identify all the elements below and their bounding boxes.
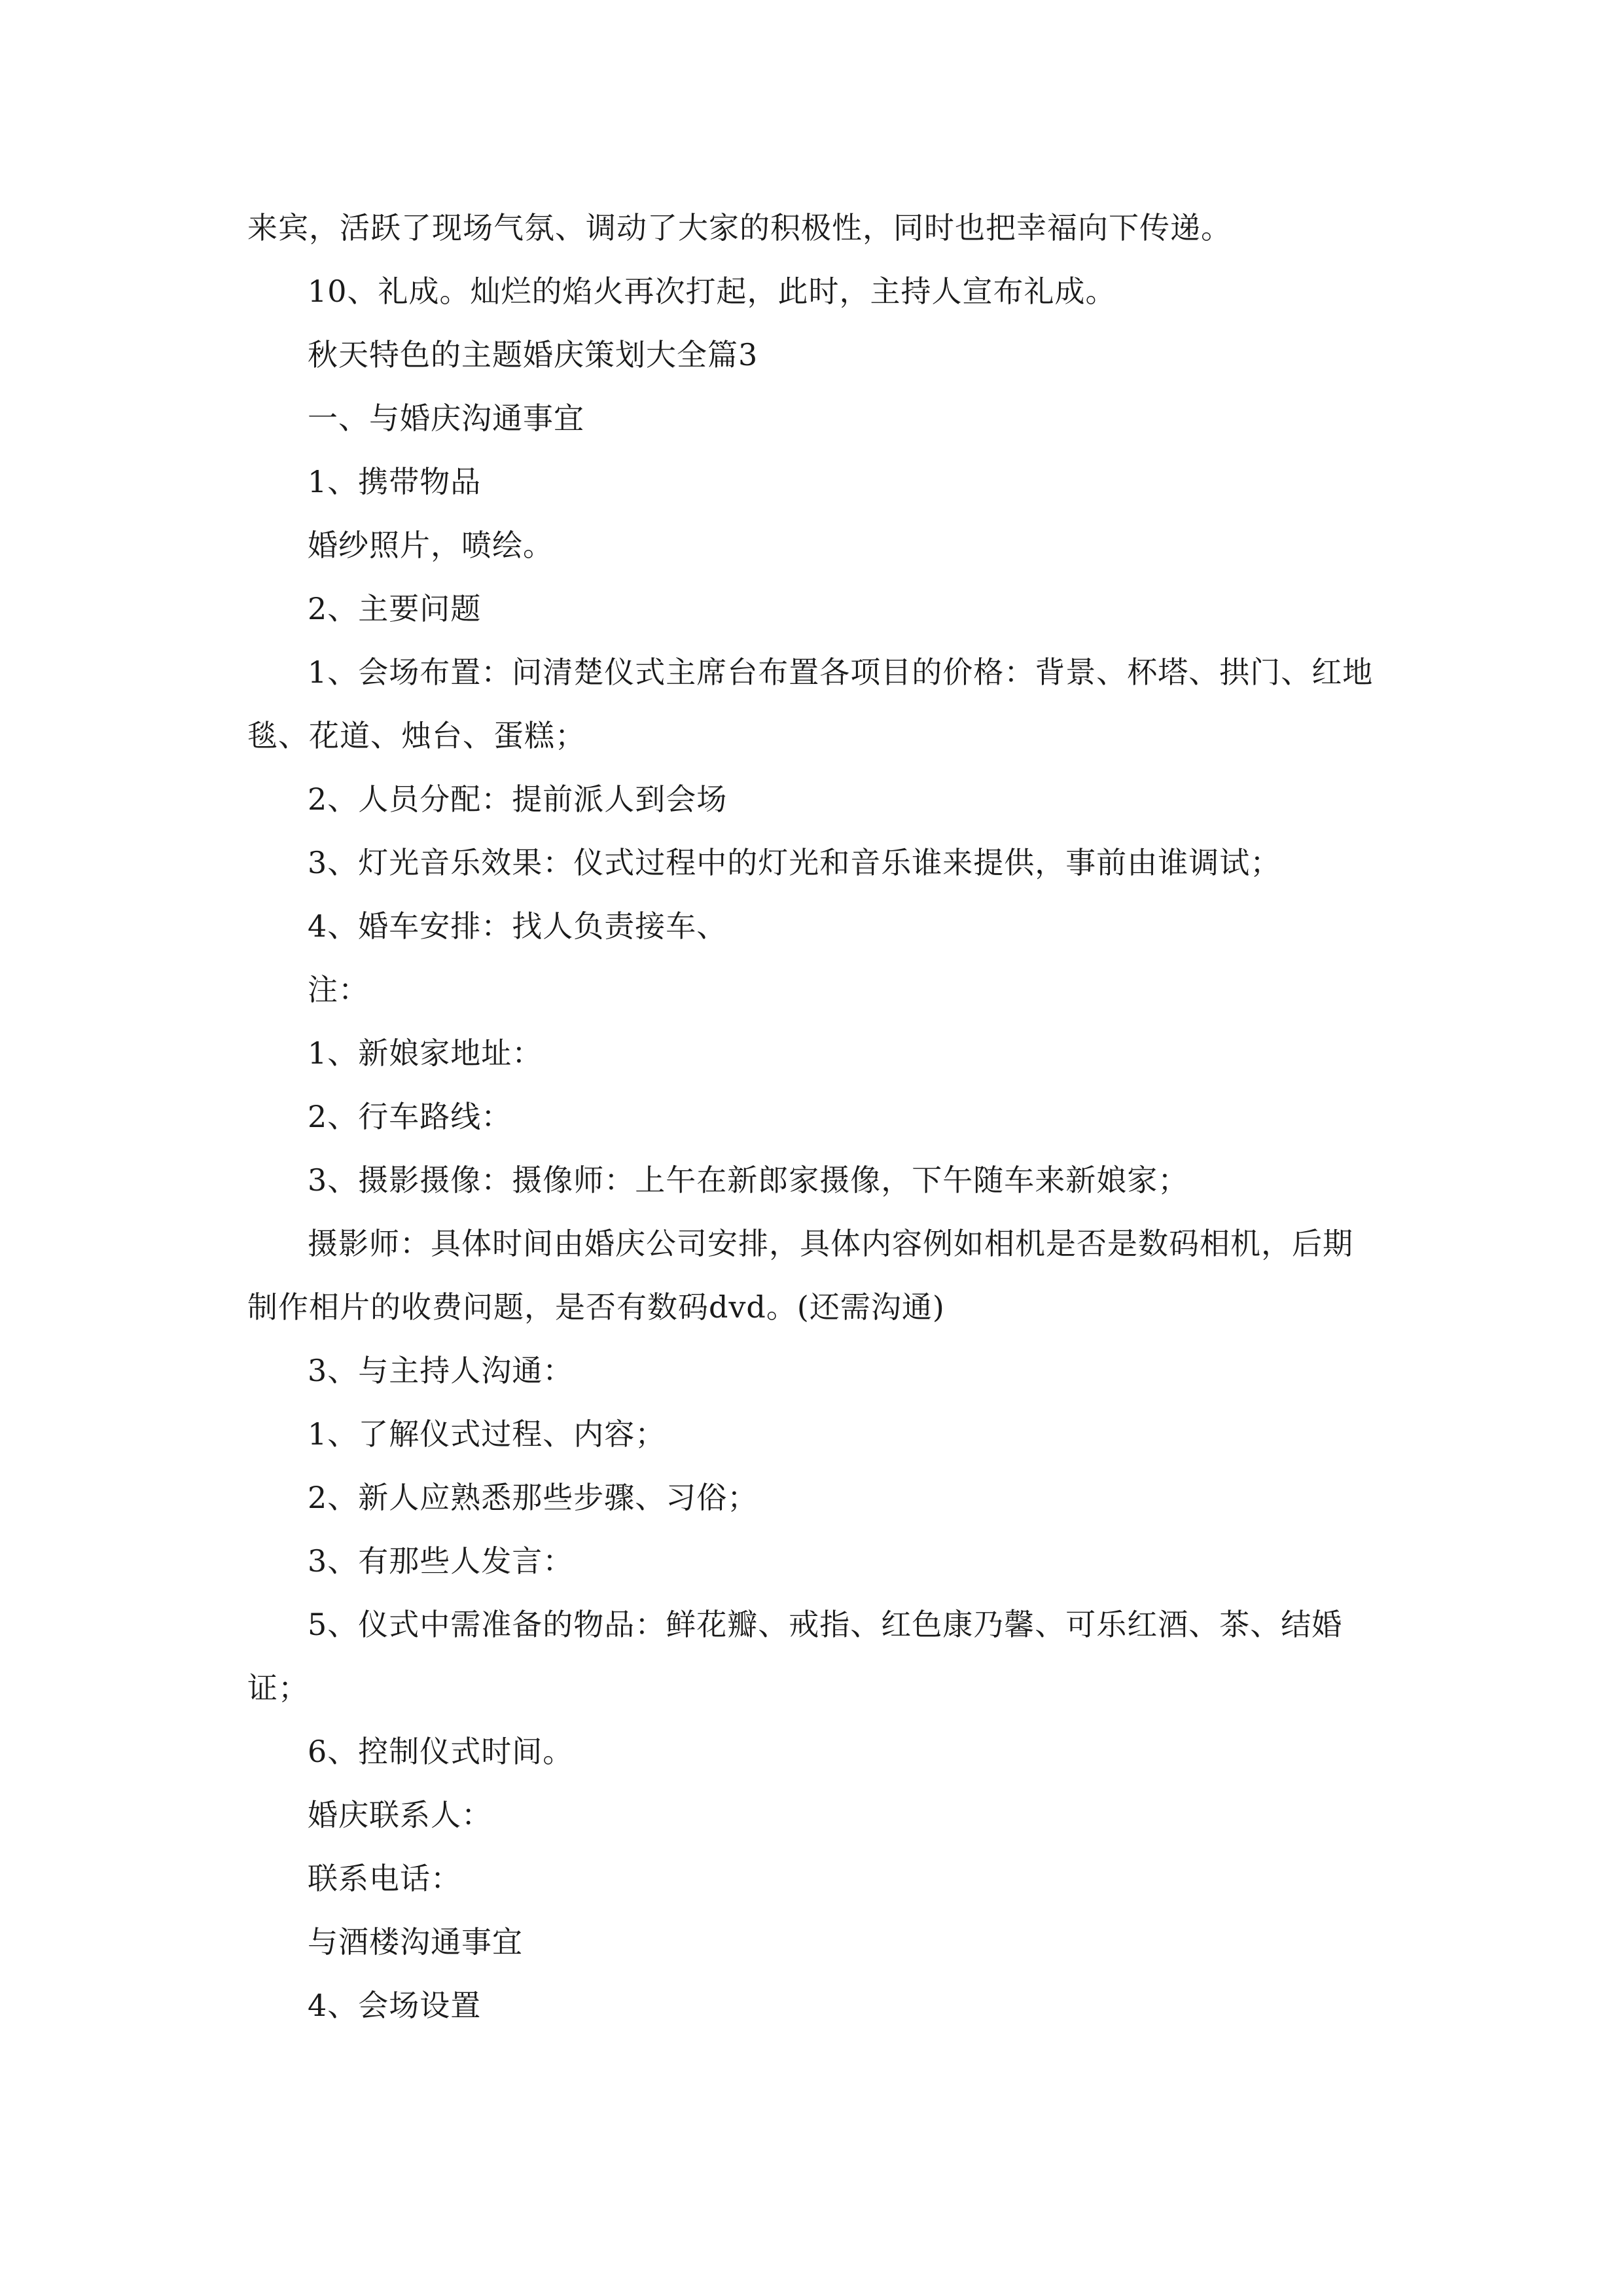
- paragraph: 婚纱照片，喷绘。: [308, 528, 554, 563]
- list-item: 5、仪式中需准备的物品：鲜花瓣、戒指、红色康乃馨、可乐红酒、茶、结婚证；: [247, 1607, 1343, 1706]
- heading: 一、与婚庆沟通事宜: [308, 401, 584, 436]
- list-item: 4、会场设置: [308, 1988, 482, 2023]
- phone-label: 联系电话：: [308, 1861, 461, 1896]
- paragraph: 10、礼成。灿烂的焰火再次打起，此时，主持人宣布礼成。: [308, 274, 1116, 309]
- list-item: 4、婚车安排：找人负责接车、: [308, 908, 728, 944]
- list-item: 3、摄影摄像：摄像师：上午在新郎家摄像，下午随车来新娘家；: [308, 1162, 1189, 1198]
- paragraph: 来宾，活跃了现场气氛、调动了大家的积极性，同时也把幸福向下传递。: [247, 210, 1232, 245]
- paragraph: 摄影师：具体时间由婚庆公司安排，具体内容例如相机是否是数码相机，后期制作相片的收费问题，是否有数码dvd。(还需沟通): [247, 1226, 1353, 1325]
- contact-label: 婚庆联系人：: [308, 1797, 492, 1833]
- heading: 与酒楼沟通事宜: [308, 1924, 523, 1960]
- list-item: 1、携带物品: [308, 464, 482, 499]
- list-item: 3、有那些人发言：: [308, 1543, 574, 1579]
- list-item: 1、会场布置：问清楚仪式主席台布置各项目的价格：背景、杯塔、拱门、红地毯、花道、烛台、蛋糕；: [247, 655, 1374, 753]
- list-item: 1、了解仪式过程、内容；: [308, 1416, 666, 1452]
- document-body: [247, 196, 1380, 2037]
- list-item: 3、灯光音乐效果：仪式过程中的灯光和音乐谁来提供，事前由谁调试；: [308, 845, 1281, 880]
- section-title: 秋天特色的主题婚庆策划大全篇3: [308, 337, 758, 372]
- list-item: 2、行车路线：: [308, 1099, 512, 1134]
- list-item: 3、与主持人沟通：: [308, 1353, 574, 1388]
- list-item: 1、新娘家地址：: [308, 1035, 543, 1071]
- note-label: 注：: [308, 972, 369, 1007]
- list-item: 2、新人应熟悉那些步骤、习俗；: [308, 1480, 758, 1515]
- list-item: 2、人员分配：提前派人到会场: [308, 781, 728, 817]
- list-item: 2、主要问题: [308, 591, 482, 626]
- list-item: 6、控制仪式时间。: [308, 1734, 574, 1769]
